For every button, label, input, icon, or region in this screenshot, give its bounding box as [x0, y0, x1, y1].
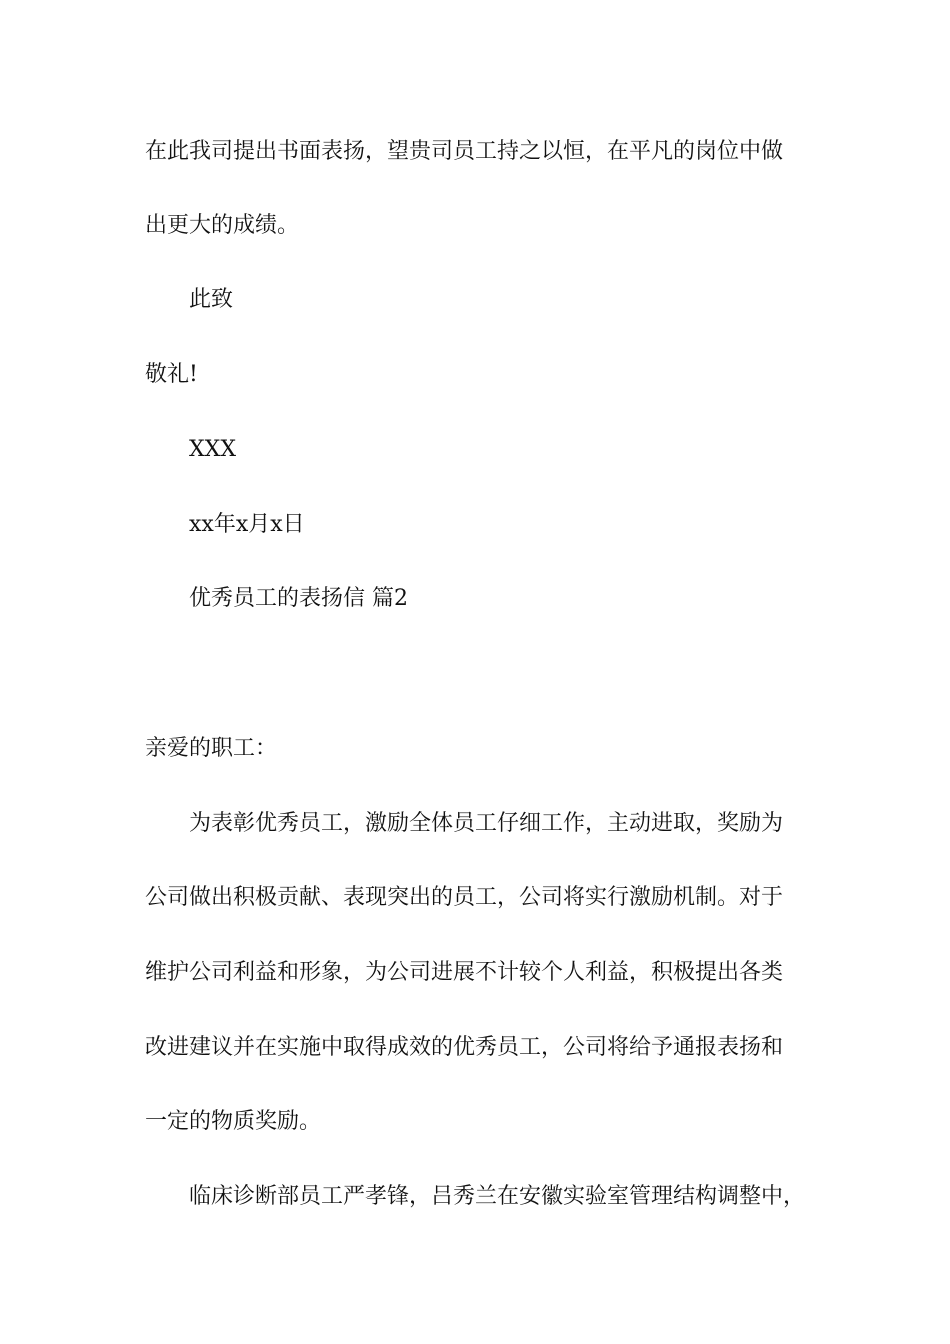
signature-name: XXX: [189, 437, 236, 462]
salutation-regards: 敬礼!: [145, 362, 198, 387]
salutation-closing: 此致: [189, 287, 234, 312]
paragraph-line: 维护公司利益和形象，为公司进展不计较个人利益，积极提出各类: [145, 960, 784, 985]
signature-date: xx年x月x日: [189, 512, 305, 537]
paragraph-line: 一定的物质奖励。: [145, 1109, 322, 1134]
paragraph-line: 出更大的成绩。: [145, 213, 300, 238]
paragraph-line: 在此我司提出书面表扬，望贵司员工持之以恒，在平凡的岗位中做: [145, 139, 784, 164]
paragraph-line: 为表彰优秀员工，激励全体员工仔细工作，主动进取，奖励为: [189, 811, 784, 836]
section-heading: 优秀员工的表扬信 篇2: [189, 586, 408, 611]
greeting: 亲爱的职工：: [145, 736, 278, 761]
paragraph-line: 临床诊断部员工严孝锋，吕秀兰在安徽实验室管理结构调整中，: [189, 1184, 806, 1209]
paragraph-line: 公司做出积极贡献、表现突出的员工，公司将实行激励机制。对于: [145, 885, 784, 910]
paragraph-line: 改进建议并在实施中取得成效的优秀员工，公司将给予通报表扬和: [145, 1035, 784, 1060]
